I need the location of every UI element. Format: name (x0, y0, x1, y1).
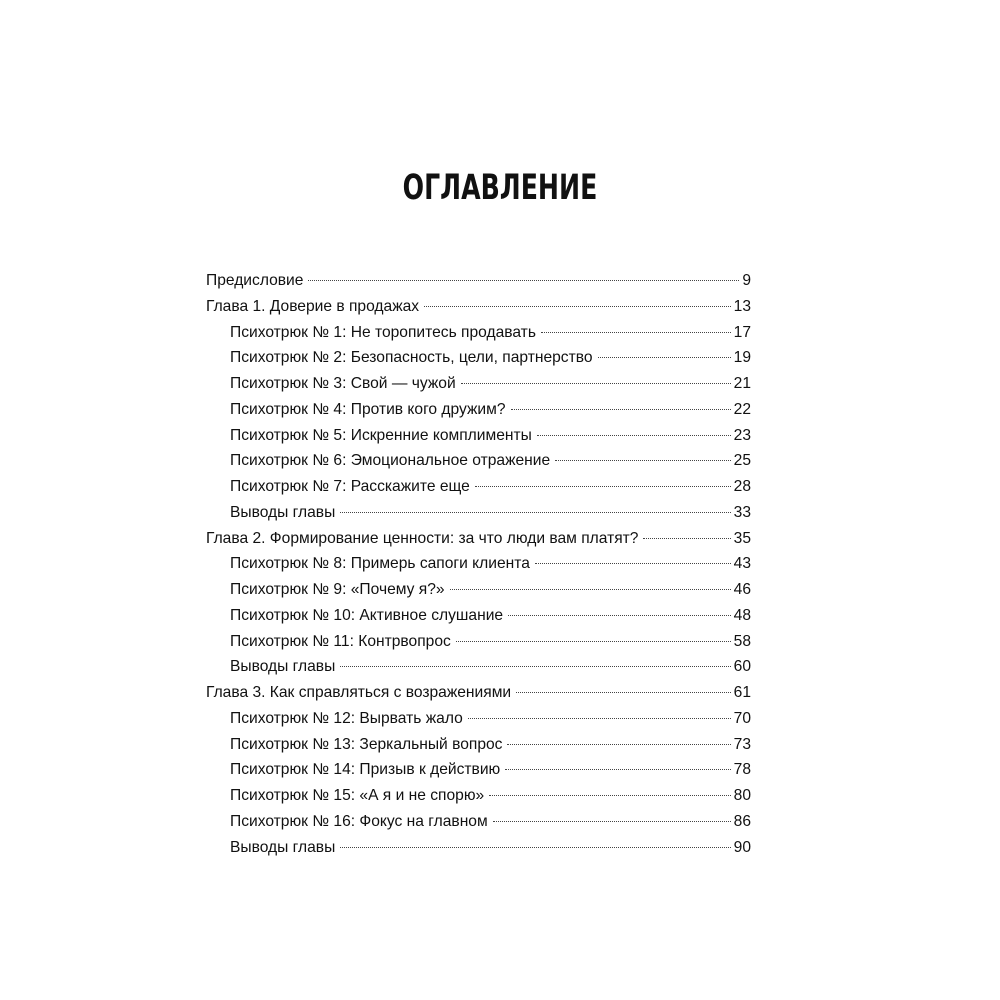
dot-leader (340, 666, 730, 667)
toc-page-number: 73 (733, 735, 751, 753)
dot-leader (468, 718, 731, 719)
toc-section-entry (206, 757, 751, 783)
dot-leader (555, 460, 730, 461)
toc-entry-title: Глава 3. Как справляться с возражениями (206, 684, 512, 701)
toc-entry-title: Психотрюк № 3: Свой — чужой (230, 375, 456, 392)
toc-section-entry (206, 835, 751, 861)
toc-page-number: 19 (733, 349, 751, 367)
toc-entry-title: Выводы главы (230, 658, 336, 676)
dot-leader (456, 641, 731, 642)
toc-chapter-entry (206, 294, 751, 320)
toc-section-entry (206, 809, 751, 835)
toc-entry-title: Психотрюк № 15: «А я и не спорю» (230, 787, 485, 804)
toc-section-entry (206, 577, 751, 603)
toc-section-entry (206, 320, 751, 346)
page-title: ОГЛАВЛЕНИЕ (402, 168, 598, 208)
toc-section-entry (206, 448, 751, 474)
toc-chapter-entry (206, 526, 751, 552)
toc-section-entry (206, 732, 751, 758)
dot-leader (507, 744, 730, 745)
toc-page-number: 25 (733, 452, 751, 470)
toc-entry-title: Психотрюк № 2: Безопасность, цели, партнерство (230, 349, 593, 367)
toc-entry-title: Выводы главы (230, 503, 336, 521)
toc-page-number: 35 (733, 529, 751, 547)
toc-entry-title: Глава 1. Доверие в продажах (206, 297, 420, 315)
toc-section-entry (206, 706, 751, 732)
dot-leader (537, 435, 731, 436)
toc-page-number: 48 (733, 606, 751, 624)
toc-section-entry (206, 500, 751, 526)
dot-leader (340, 512, 730, 513)
toc-page-number: 61 (733, 684, 751, 701)
dot-leader (598, 357, 731, 358)
dot-leader (424, 306, 731, 307)
dot-leader (505, 769, 730, 770)
toc-page-number: 23 (733, 426, 751, 444)
dot-leader (643, 538, 730, 539)
toc-entry-title: Психотрюк № 14: Призыв к действию (230, 761, 501, 779)
toc-page-number: 28 (733, 478, 751, 495)
toc-chapter-entry (206, 268, 751, 294)
toc-section-entry (206, 629, 751, 655)
toc-section-entry (206, 397, 751, 423)
toc-list (206, 268, 751, 860)
dot-leader (340, 847, 730, 848)
toc-section-entry (206, 474, 751, 500)
toc-entry-title: Психотрюк № 12: Вырвать жало (230, 709, 463, 727)
toc-page-number: 43 (733, 555, 751, 573)
toc-page-number: 58 (733, 632, 751, 650)
toc-entry-title: Психотрюк № 9: «Почему я?» (230, 581, 445, 598)
toc-page-number: 86 (733, 812, 751, 830)
toc-entry-title: Психотрюк № 7: Расскажите еще (230, 478, 470, 495)
toc-page-number: 33 (733, 503, 751, 521)
dot-leader (475, 486, 731, 487)
toc-entry-title: Психотрюк № 11: Контрвопрос (230, 632, 451, 650)
toc-entry-title: Психотрюк № 16: Фокус на главном (230, 812, 488, 830)
toc-entry-title: Предисловие (206, 272, 304, 289)
toc-section-entry (206, 783, 751, 809)
toc-entry-title: Психотрюк № 4: Против кого дружим? (230, 400, 506, 418)
toc-page-number: 60 (733, 658, 751, 676)
toc-entry-title: Выводы главы (230, 838, 336, 856)
toc-page-number: 46 (733, 581, 751, 598)
dot-leader (461, 383, 731, 384)
toc-page-number: 9 (742, 272, 751, 289)
toc-entry-title: Психотрюк № 6: Эмоциональное отражение (230, 452, 551, 470)
toc-section-entry (206, 551, 751, 577)
toc-entry-title: Психотрюк № 5: Искренние комплименты (230, 426, 532, 444)
dot-leader (535, 563, 731, 564)
toc-page-number: 70 (733, 709, 751, 727)
toc-section-entry (206, 371, 751, 397)
toc-entry-title: Психотрюк № 8: Примерь сапоги клиента (230, 555, 530, 573)
toc-page-number: 22 (733, 400, 751, 418)
dot-leader (489, 795, 730, 796)
toc-section-entry (206, 345, 751, 371)
toc-page-number: 13 (733, 297, 751, 315)
dot-leader (493, 821, 731, 822)
toc-entry-title: Психотрюк № 1: Не торопитесь продавать (230, 323, 536, 341)
dot-leader (308, 280, 739, 281)
toc-section-entry (206, 423, 751, 449)
toc-section-entry (206, 603, 751, 629)
dot-leader (511, 409, 731, 410)
dot-leader (508, 615, 731, 616)
toc-section-entry (206, 654, 751, 680)
toc-entry-title: Психотрюк № 10: Активное слушание (230, 606, 504, 624)
toc-page-number: 78 (733, 761, 751, 779)
toc-chapter-entry (206, 680, 751, 706)
toc-page-number: 21 (733, 375, 751, 392)
toc-page-number: 80 (733, 787, 751, 804)
toc-entry-title: Психотрюк № 13: Зеркальный вопрос (230, 735, 503, 753)
dot-leader (541, 332, 731, 333)
toc-page-number: 90 (733, 838, 751, 856)
dot-leader (516, 692, 731, 693)
toc-entry-title: Глава 2. Формирование ценности: за что люди вам платят? (206, 529, 639, 547)
toc-page-number: 17 (733, 323, 751, 341)
dot-leader (450, 589, 731, 590)
